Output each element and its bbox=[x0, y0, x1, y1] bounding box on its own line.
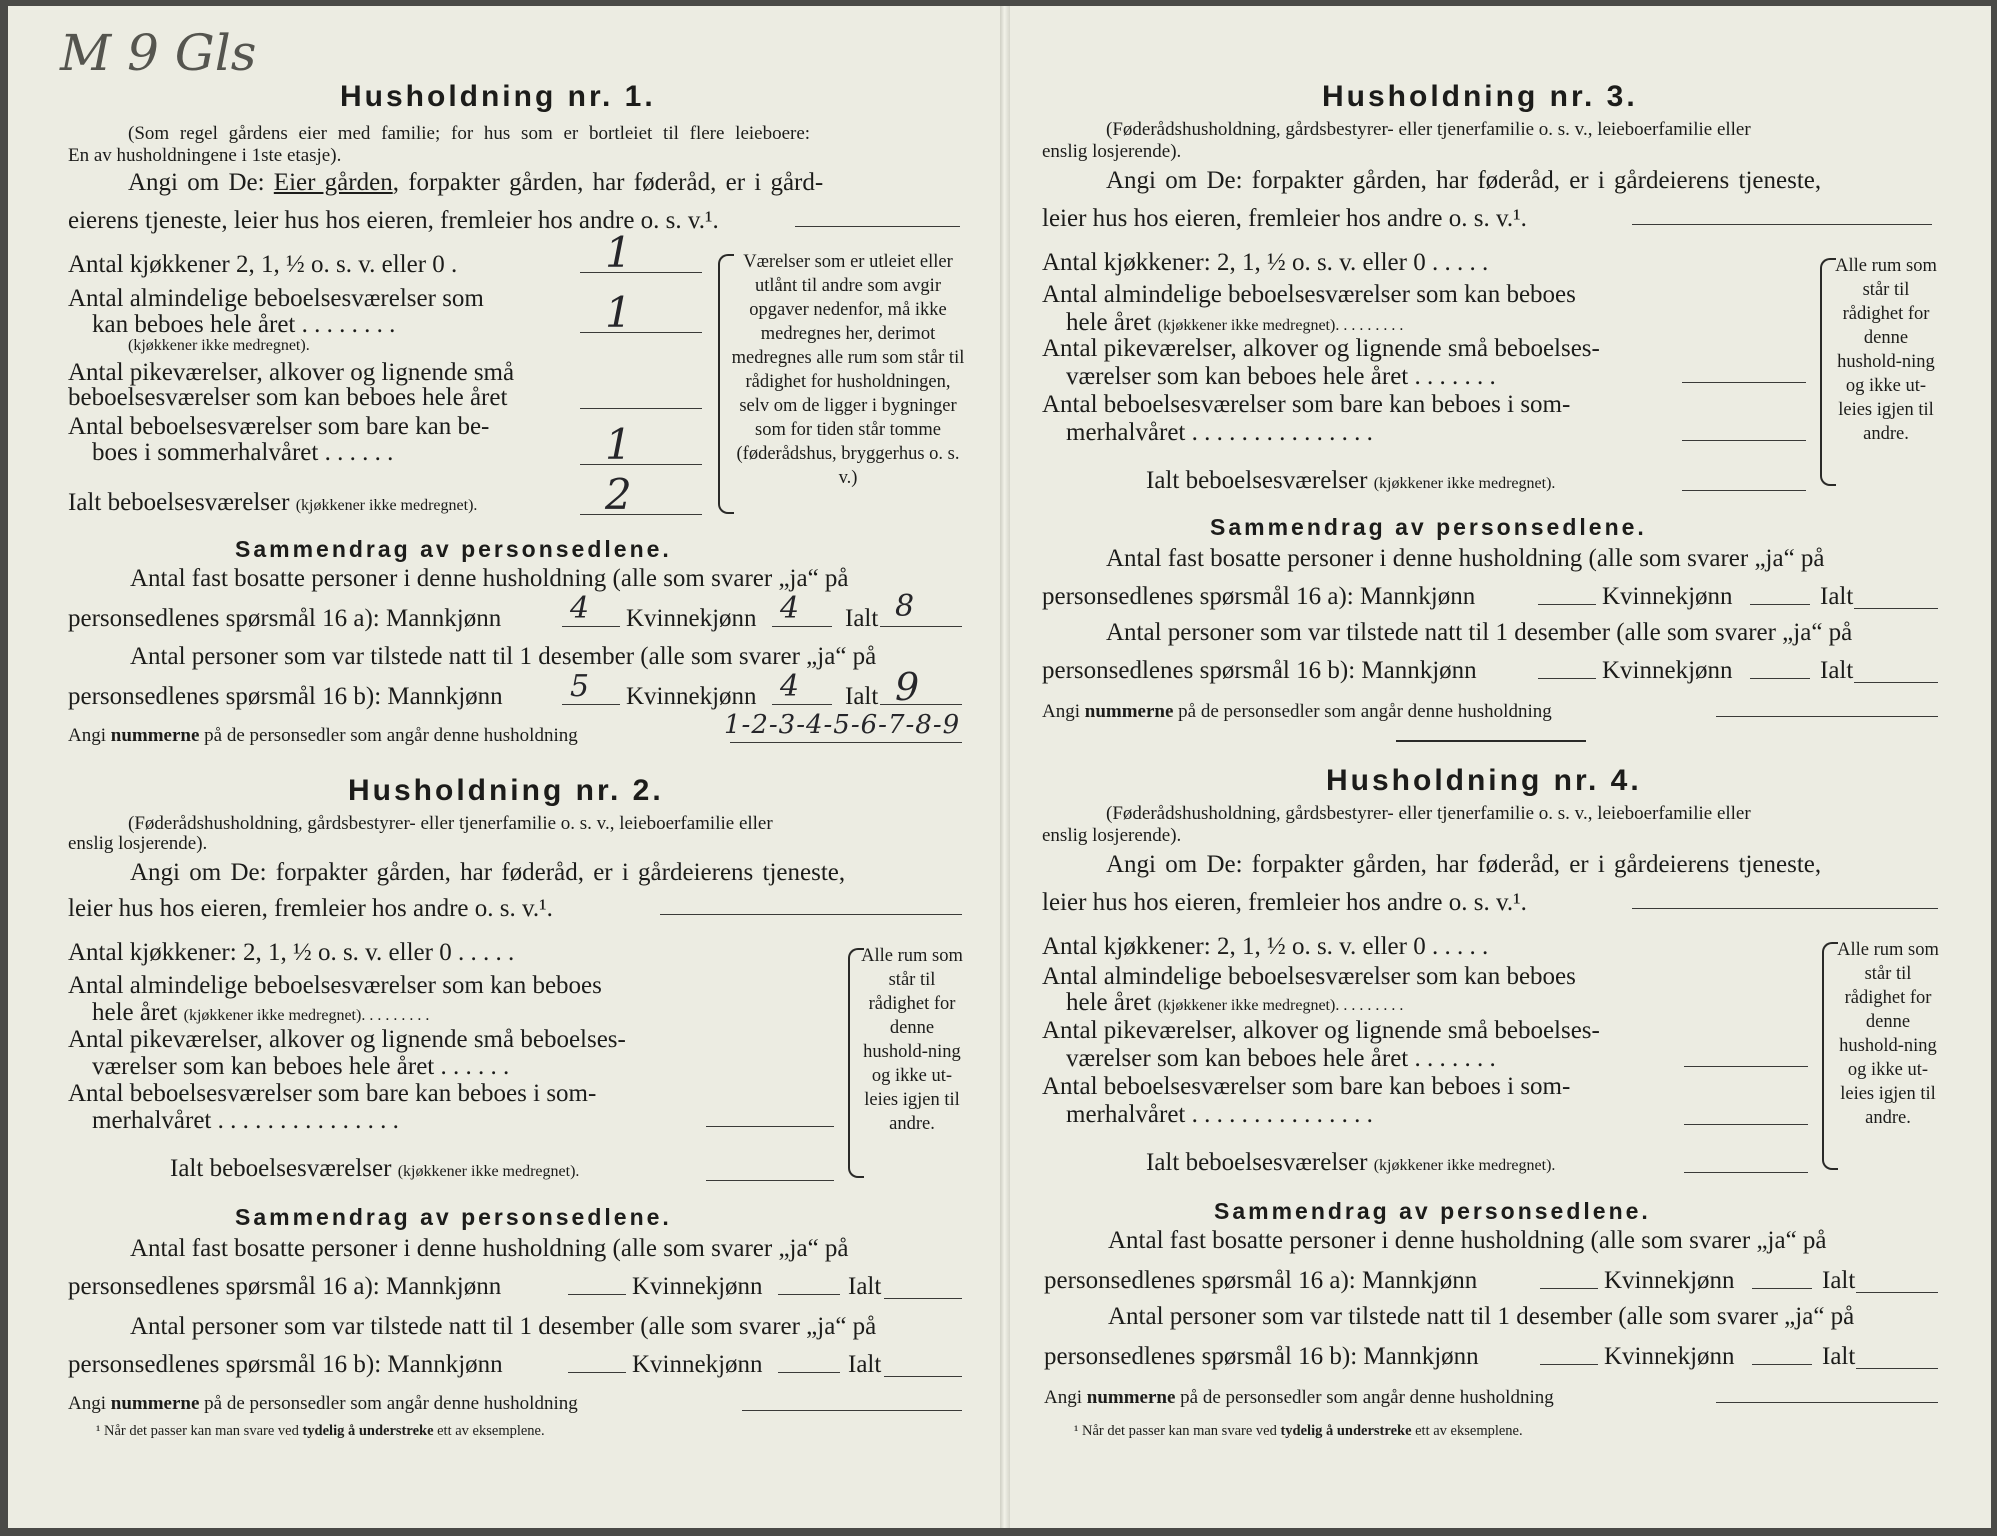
h4-angi-line1: Angi om De: forpakter gården, har føderåd, er i gårdeierens tjeneste, bbox=[1106, 851, 1822, 878]
h3-summary-title: Sammendrag av personsedlene. bbox=[1210, 514, 1647, 540]
h4-s1-line1: Antal fast bosatte personer i denne husholdning (alle som svarer „ja“ på bbox=[1108, 1227, 1827, 1254]
h2-16b-total-line[interactable] bbox=[884, 1376, 962, 1377]
h1-title: Husholdning nr. 1. bbox=[340, 80, 656, 113]
h4-16b-total-line[interactable] bbox=[1856, 1368, 1938, 1369]
h1-16b-ialt-label: Ialt bbox=[845, 683, 879, 710]
h2-q-maid-1: Antal pikeværelser, alkover og lignende små beboelses- bbox=[68, 1026, 626, 1053]
h1-s2-line2: personsedlenes spørsmål 16 b): Mannkjønn bbox=[68, 683, 503, 710]
h3-note-line2: enslig losjerende). bbox=[1042, 141, 1182, 162]
h2-angi-line1: Angi om De: forpakter gården, har føderåd, er i gårdeierens tjeneste, bbox=[130, 859, 846, 886]
h1-note-line1: (Som regel gårdens eier med familie; for hus som er bortleiet til flere leieboere: bbox=[128, 123, 811, 144]
h4-total-line[interactable] bbox=[1684, 1172, 1808, 1173]
h1-hw-16b-male: 5 bbox=[570, 669, 590, 704]
h1-16a-ialt-label: Ialt bbox=[845, 605, 879, 632]
h4-maid-line[interactable] bbox=[1684, 1066, 1808, 1067]
h3-16b-ialt-label: Ialt bbox=[1820, 657, 1854, 684]
h1-angi-answer-line[interactable] bbox=[795, 226, 960, 227]
h4-16b-female-line[interactable] bbox=[1752, 1364, 1812, 1365]
h1-angi-line2: eierens tjeneste, leier hus hos eieren, fremleier hos andre o. s. v.¹. bbox=[68, 207, 719, 234]
h1-summary-title: Sammendrag av personsedlene. bbox=[235, 536, 672, 562]
h1-q-regular-1: Antal almindelige beboelsesværelser som bbox=[68, 285, 484, 312]
h2-angi-nummer: Angi nummerne på de personsedler som angår denne husholdning bbox=[68, 1393, 578, 1414]
h2-16a-kvinne-label: Kvinnekjønn bbox=[632, 1273, 763, 1300]
h1-hw-16a-female: 4 bbox=[780, 591, 800, 626]
h3-q-maid-1: Antal pikeværelser, alkover og lignende små beboelses- bbox=[1042, 335, 1600, 362]
h3-s2-line2: personsedlenes spørsmål 16 b): Mannkjønn bbox=[1042, 657, 1477, 684]
h3-q-summer-2: merhalvåret . . . . . . . . . . . . . . . bbox=[1066, 419, 1373, 446]
h3-16a-female-line[interactable] bbox=[1750, 604, 1810, 605]
h1-16a-kvinne-label: Kvinnekjønn bbox=[626, 605, 757, 632]
h1-q-total: Ialt beboelsesværelser (kjøkkener ikke medregnet). bbox=[68, 489, 478, 516]
h1-side-note: Værelser som er utleiet eller utlånt til andre som avgir opgaver nedenfor, må ikke medregnes her, derimot medregnes alle rum som står til rådighet for husholdningen, selv om de ligger i bygninger som for tiden står tomme (føderådshus, bryggerhus o. s. v.) bbox=[731, 252, 965, 489]
h1-q-maid-2: beboelsesværelser som kan beboes hele året bbox=[68, 384, 508, 411]
h4-title: Husholdning nr. 4. bbox=[1326, 764, 1642, 797]
h2-summer-line[interactable] bbox=[706, 1126, 834, 1127]
h3-q-kitchens: Antal kjøkkener: 2, 1, ½ o. s. v. eller 0 . . . . . bbox=[1042, 249, 1489, 276]
h2-16b-kvinne-label: Kvinnekjønn bbox=[632, 1351, 763, 1378]
h3-q-summer-1: Antal beboelsesværelser som bare kan beboes i som- bbox=[1042, 391, 1571, 418]
h4-s2-line1: Antal personer som var tilstede natt til 1 desember (alle som svarer „ja“ på bbox=[1108, 1303, 1855, 1330]
h3-total-line[interactable] bbox=[1682, 490, 1806, 491]
h2-numbers-line[interactable] bbox=[742, 1410, 962, 1411]
h1-answer-eier-garden[interactable]: Eier gården bbox=[273, 169, 393, 196]
h3-16a-male-line[interactable] bbox=[1538, 604, 1596, 605]
h1-s1-line1: Antal fast bosatte personer i denne husholdning (alle som svarer „ja“ på bbox=[130, 565, 849, 592]
h1-summer-line[interactable] bbox=[580, 464, 702, 465]
h1-q-kitchens: Antal kjøkkener 2, 1, ½ o. s. v. eller 0 . bbox=[68, 251, 458, 278]
h3-maid-line[interactable] bbox=[1682, 382, 1806, 383]
h2-footnote: ¹ Når det passer kan man svare ved tydelig å understreke ett av eksemplene. bbox=[96, 1423, 545, 1439]
h1-maid-line[interactable] bbox=[580, 408, 702, 409]
h1-q-regular-2: kan beboes hele året . . . . . . . . bbox=[92, 311, 396, 338]
h2-q-summer-2: merhalvåret . . . . . . . . . . . . . . . bbox=[92, 1107, 399, 1134]
h4-q-maid-1: Antal pikeværelser, alkover og lignende små beboelses- bbox=[1042, 1017, 1600, 1044]
corner-handwritten-note: M 9 Gls bbox=[60, 24, 257, 82]
h1-hw-16a-male: 4 bbox=[570, 591, 590, 626]
h1-16a-female-line[interactable] bbox=[772, 626, 832, 627]
h3-angi-answer-line[interactable] bbox=[1632, 224, 1932, 225]
h4-side-note: Alle rum som står til rådighet for denne hushold-ning og ikke ut-leies igjen til andre. bbox=[1837, 940, 1939, 1129]
h3-title: Husholdning nr. 3. bbox=[1322, 80, 1638, 113]
h1-angi-line1: Angi om De: Eier gården, forpakter gården, har føderåd, er i gård- bbox=[128, 169, 824, 196]
h1-q-maid-1: Antal pikeværelser, alkover og lignende små bbox=[68, 359, 515, 386]
h1-hw-16b-total: 9 bbox=[895, 665, 920, 709]
h4-16a-kvinne-label: Kvinnekjønn bbox=[1604, 1267, 1735, 1294]
h3-side-note: Alle rum som står til rådighet for denne hushold-ning og ikke ut-leies igjen til andre. bbox=[1835, 256, 1937, 445]
h2-q-regular-2: hele året (kjøkkener ikke medregnet). . . . . . . . . bbox=[92, 999, 430, 1026]
h4-16a-total-line[interactable] bbox=[1856, 1292, 1938, 1293]
h3-angi-line2: leier hus hos eieren, fremleier hos andre o. s. v.¹. bbox=[1042, 205, 1527, 232]
h3-16a-kvinne-label: Kvinnekjønn bbox=[1602, 583, 1733, 610]
h1-16b-total-line[interactable] bbox=[880, 704, 962, 705]
h3-s1-line2: personsedlenes spørsmål 16 a): Mannkjønn bbox=[1042, 583, 1476, 610]
h4-16a-male-line[interactable] bbox=[1540, 1288, 1598, 1289]
h1-16b-male-line[interactable] bbox=[562, 704, 620, 705]
h1-16a-total-line[interactable] bbox=[880, 626, 962, 627]
h3-angi-line1: Angi om De: forpakter gården, har føderåd, er i gårdeierens tjeneste, bbox=[1106, 167, 1822, 194]
h4-q-kitchens: Antal kjøkkener: 2, 1, ½ o. s. v. eller 0 . . . . . bbox=[1042, 933, 1489, 960]
h2-16b-ialt-label: Ialt bbox=[848, 1351, 882, 1378]
h2-s2-line2: personsedlenes spørsmål 16 b): Mannkjønn bbox=[68, 1351, 503, 1378]
h1-numbers-line[interactable] bbox=[730, 742, 962, 743]
h4-q-maid-2: værelser som kan beboes hele året . . . . . . . bbox=[1066, 1045, 1496, 1072]
h4-note-line1: (Føderådshusholdning, gårdsbestyrer- eller tjenerfamilie o. s. v., leieboerfamilie eller bbox=[1106, 803, 1751, 824]
h3-q-maid-2: værelser som kan beboes hele året . . . . . . . bbox=[1066, 363, 1496, 390]
h4-s1-line2: personsedlenes spørsmål 16 a): Mannkjønn bbox=[1044, 1267, 1478, 1294]
h4-q-regular-1: Antal almindelige beboelsesværelser som kan beboes bbox=[1042, 963, 1576, 990]
h3-16a-total-line[interactable] bbox=[1854, 608, 1938, 609]
h1-16b-female-line[interactable] bbox=[772, 704, 832, 705]
h4-angi-line2: leier hus hos eieren, fremleier hos andre o. s. v.¹. bbox=[1042, 889, 1527, 916]
h2-16a-ialt-label: Ialt bbox=[848, 1273, 882, 1300]
h1-hw-16b-female: 4 bbox=[780, 669, 800, 704]
h1-s2-line1: Antal personer som var tilstede natt til 1 desember (alle som svarer „ja“ på bbox=[130, 643, 877, 670]
h1-kitchens-line[interactable] bbox=[580, 272, 702, 273]
h2-16a-female-line[interactable] bbox=[778, 1294, 840, 1295]
h4-16a-ialt-label: Ialt bbox=[1822, 1267, 1856, 1294]
h4-numbers-line[interactable] bbox=[1716, 1402, 1938, 1403]
page-fold bbox=[1000, 6, 1010, 1528]
h4-q-summer-1: Antal beboelsesværelser som bare kan beboes i som- bbox=[1042, 1073, 1571, 1100]
h3-q-regular-2: hele året (kjøkkener ikke medregnet). . . . . . . . . bbox=[1066, 309, 1404, 336]
h3-s2-line1: Antal personer som var tilstede natt til 1 desember (alle som svarer „ja“ på bbox=[1106, 619, 1853, 646]
h4-note-line2: enslig losjerende). bbox=[1042, 825, 1182, 846]
h3-note-line1: (Føderådshusholdning, gårdsbestyrer- eller tjenerfamilie o. s. v., leieboerfamilie eller bbox=[1106, 119, 1751, 140]
h4-16a-female-line[interactable] bbox=[1752, 1288, 1812, 1289]
h1-note-line2: En av husholdningene i 1ste etasje). bbox=[68, 145, 342, 166]
h4-q-total: Ialt beboelsesværelser (kjøkkener ikke medregnet). bbox=[1146, 1149, 1556, 1176]
h4-16b-male-line[interactable] bbox=[1540, 1364, 1598, 1365]
h2-total-line[interactable] bbox=[706, 1180, 834, 1181]
h1-hw-summer: 1 bbox=[605, 420, 632, 469]
h4-angi-answer-line[interactable] bbox=[1632, 908, 1938, 909]
h1-hw-total: 2 bbox=[605, 470, 632, 519]
h1-hw-numbers: 1-2-3-4-5-6-7-8-9 bbox=[724, 710, 961, 740]
h4-s2-line2: personsedlenes spørsmål 16 b): Mannkjønn bbox=[1044, 1343, 1479, 1370]
h1-q-regular-3: (kjøkkener ikke medregnet). bbox=[128, 337, 310, 354]
h4-16b-ialt-label: Ialt bbox=[1822, 1343, 1856, 1370]
h4-q-summer-2: merhalvåret . . . . . . . . . . . . . . . bbox=[1066, 1101, 1373, 1128]
h2-angi-line2: leier hus hos eieren, fremleier hos andre o. s. v.¹. bbox=[68, 895, 553, 922]
h2-summary-title: Sammendrag av personsedlene. bbox=[235, 1204, 672, 1230]
h3-s1-line1: Antal fast bosatte personer i denne husholdning (alle som svarer „ja“ på bbox=[1106, 545, 1825, 572]
h2-q-total: Ialt beboelsesværelser (kjøkkener ikke medregnet). bbox=[170, 1155, 580, 1182]
h3-q-regular-1: Antal almindelige beboelsesværelser som kan beboes bbox=[1042, 281, 1576, 308]
h2-note-line2: enslig losjerende). bbox=[68, 833, 208, 854]
h4-summary-title: Sammendrag av personsedlene. bbox=[1214, 1198, 1651, 1224]
h2-q-regular-1: Antal almindelige beboelsesværelser som kan beboes bbox=[68, 972, 602, 999]
h3-16a-ialt-label: Ialt bbox=[1820, 583, 1854, 610]
h2-note-line1: (Føderådshusholdning, gårdsbestyrer- eller tjenerfamilie o. s. v., leieboerfamilie eller bbox=[128, 813, 773, 834]
h3-16b-total-line[interactable] bbox=[1854, 682, 1938, 683]
h3-16b-female-line[interactable] bbox=[1750, 678, 1810, 679]
h2-q-kitchens: Antal kjøkkener: 2, 1, ½ o. s. v. eller 0 . . . . . bbox=[68, 939, 515, 966]
h4-q-regular-2: hele året (kjøkkener ikke medregnet). . . . . . . . . bbox=[1066, 989, 1404, 1016]
h1-hw-kitchens: 1 bbox=[605, 228, 632, 277]
h2-16a-male-line[interactable] bbox=[568, 1294, 626, 1295]
h1-regular-line[interactable] bbox=[580, 332, 702, 333]
h2-s2-line1: Antal personer som var tilstede natt til 1 desember (alle som svarer „ja“ på bbox=[130, 1313, 877, 1340]
h1-hw-regular: 1 bbox=[605, 288, 632, 337]
h2-16a-total-line[interactable] bbox=[884, 1298, 962, 1299]
h2-16b-female-line[interactable] bbox=[778, 1372, 840, 1373]
h4-footnote: ¹ Når det passer kan man svare ved tydelig å understreke ett av eksemplene. bbox=[1074, 1423, 1523, 1439]
h2-q-maid-2: værelser som kan beboes hele året . . . . . . bbox=[92, 1053, 510, 1080]
h3-q-total: Ialt beboelsesværelser (kjøkkener ikke medregnet). bbox=[1146, 467, 1556, 494]
h2-q-summer-1: Antal beboelsesværelser som bare kan beboes i som- bbox=[68, 1080, 597, 1107]
h1-s1-line2: personsedlenes spørsmål 16 a): Mannkjønn bbox=[68, 605, 502, 632]
h2-angi-answer-line[interactable] bbox=[660, 914, 962, 915]
h2-title: Husholdning nr. 2. bbox=[348, 774, 664, 807]
h3-summer-line[interactable] bbox=[1682, 440, 1806, 441]
h3-numbers-line[interactable] bbox=[1716, 716, 1938, 717]
h1-q-summer-2: boes i sommerhalvåret . . . . . . bbox=[92, 439, 394, 466]
h4-angi-nummer: Angi nummerne på de personsedler som angår denne husholdning bbox=[1044, 1387, 1554, 1408]
h1-angi-nummer: Angi nummerne på de personsedler som angår denne husholdning bbox=[68, 725, 578, 746]
h1-q-summer-1: Antal beboelsesværelser som bare kan be- bbox=[68, 413, 490, 440]
h1-16b-kvinne-label: Kvinnekjønn bbox=[626, 683, 757, 710]
section-separator bbox=[1396, 740, 1586, 742]
h3-16b-male-line[interactable] bbox=[1538, 678, 1596, 679]
h3-angi-nummer: Angi nummerne på de personsedler som angår denne husholdning bbox=[1042, 701, 1552, 722]
h4-16b-kvinne-label: Kvinnekjønn bbox=[1604, 1343, 1735, 1370]
h2-side-note: Alle rum som står til rådighet for denne hushold-ning og ikke ut-leies igjen til andre. bbox=[861, 946, 963, 1135]
h2-s1-line2: personsedlenes spørsmål 16 a): Mannkjønn bbox=[68, 1273, 502, 1300]
h2-s1-line1: Antal fast bosatte personer i denne husholdning (alle som svarer „ja“ på bbox=[130, 1235, 849, 1262]
h3-16b-kvinne-label: Kvinnekjønn bbox=[1602, 657, 1733, 684]
h1-16a-male-line[interactable] bbox=[562, 626, 620, 627]
h1-hw-16a-total: 8 bbox=[895, 589, 915, 624]
h4-summer-line[interactable] bbox=[1684, 1124, 1808, 1125]
h1-total-line[interactable] bbox=[580, 514, 702, 515]
h2-16b-male-line[interactable] bbox=[568, 1372, 626, 1373]
